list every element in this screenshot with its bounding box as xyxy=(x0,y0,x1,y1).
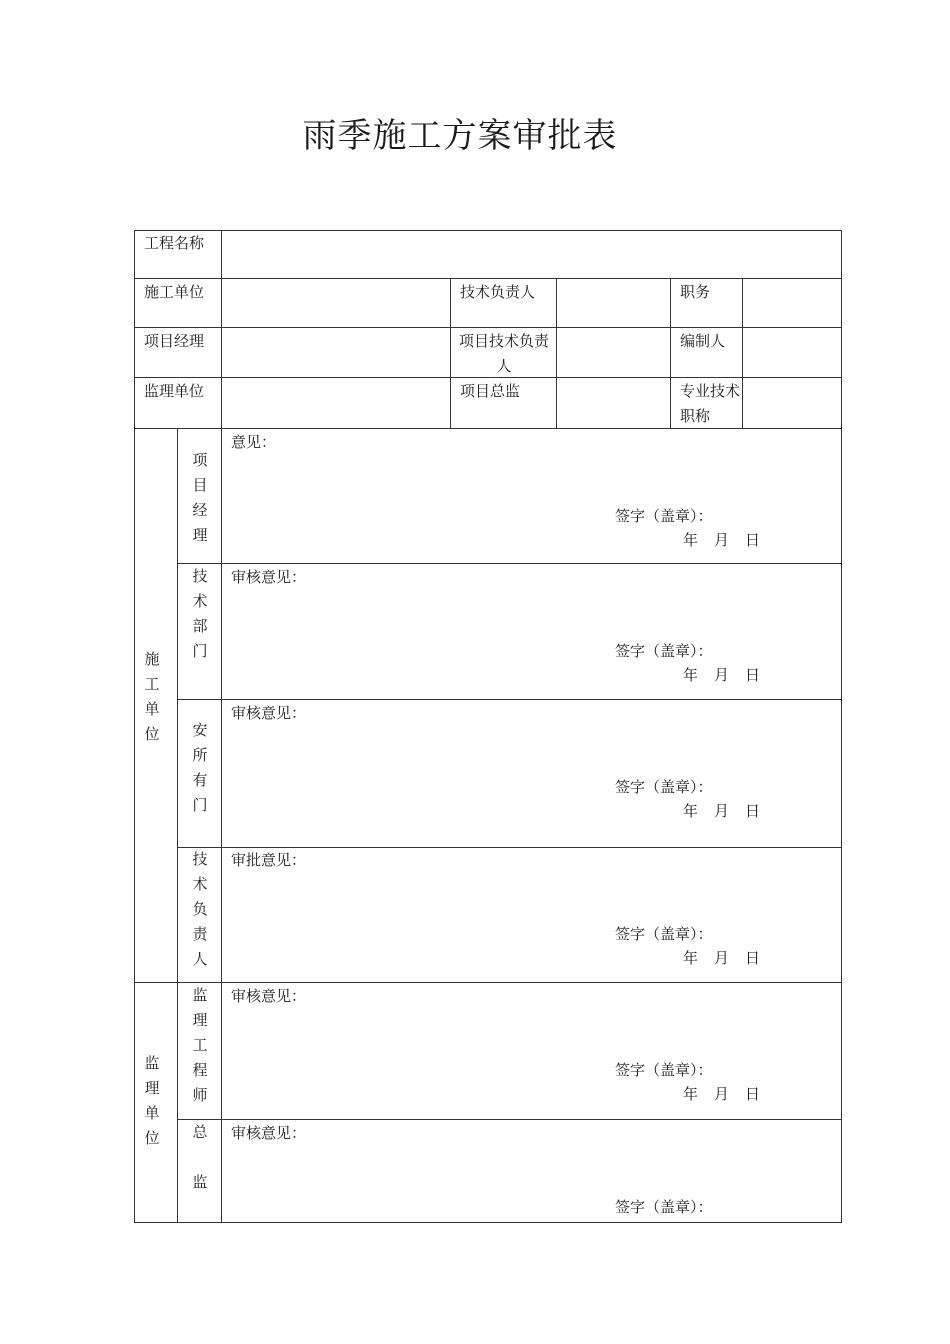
section-role: 技术负责人 xyxy=(192,850,208,968)
divider xyxy=(134,982,842,983)
opinion-label: 意见： xyxy=(231,433,277,451)
signature-label: 签字（盖章）： xyxy=(615,1061,713,1079)
divider xyxy=(221,230,222,428)
opinion-label: 审核意见： xyxy=(231,704,307,722)
group-label-supervision: 监理单位 xyxy=(144,1054,160,1147)
opinion-label: 审批意见： xyxy=(231,851,307,869)
signature-label: 签字（盖章）： xyxy=(615,925,713,943)
divider xyxy=(177,699,842,700)
tech-lead-label: 技术负责人 xyxy=(460,283,536,301)
divider xyxy=(556,278,557,428)
date-line: 年 月 日 xyxy=(683,802,761,820)
supervision-unit-label: 监理单位 xyxy=(144,382,205,400)
opinion-label: 审核意见： xyxy=(231,568,307,586)
signature-label: 签字（盖章）： xyxy=(615,642,713,660)
divider xyxy=(742,278,743,428)
opinion-label: 审核意见： xyxy=(231,1124,307,1142)
construction-unit-label: 施工单位 xyxy=(144,283,205,301)
opinion-label: 审核意见： xyxy=(231,987,307,1005)
table-border-left xyxy=(134,230,135,1223)
table-border-right xyxy=(841,230,842,1223)
signature-label: 签字（盖章）： xyxy=(615,507,713,525)
date-line: 年 月 日 xyxy=(683,531,761,549)
project-tech-lead-label: 项目技术负责人 xyxy=(458,332,549,375)
position-label: 职务 xyxy=(680,283,711,301)
divider xyxy=(670,278,671,428)
professional-title-label: 专业技术职称 xyxy=(680,382,741,425)
date-line: 年 月 日 xyxy=(683,949,761,967)
section-role: 技术部门 xyxy=(192,567,208,660)
page-title: 雨季施工方案审批表 xyxy=(302,116,618,156)
section-role-top: 总 xyxy=(192,1123,208,1141)
divider xyxy=(177,563,842,564)
divider xyxy=(134,278,842,279)
divider xyxy=(177,428,178,1223)
section-role: 监理工程师 xyxy=(192,986,208,1104)
section-role: 项目经理 xyxy=(192,451,208,544)
divider xyxy=(177,1119,842,1120)
section-role-bottom: 监 xyxy=(192,1173,208,1191)
date-line: 年 月 日 xyxy=(683,666,761,684)
project-name-label: 工程名称 xyxy=(144,234,205,252)
table-border-top xyxy=(134,230,842,231)
signature-label: 签字（盖章）： xyxy=(615,778,713,796)
chief-supervisor-label: 项目总监 xyxy=(460,382,521,400)
group-label-construction: 施工单位 xyxy=(144,650,160,743)
divider xyxy=(134,327,842,328)
section-role: 安所有门 xyxy=(192,721,208,814)
compiler-label: 编制人 xyxy=(680,332,726,350)
date-line: 年 月 日 xyxy=(683,1085,761,1103)
table-border-bottom xyxy=(134,1222,842,1223)
signature-label: 签字（盖章）： xyxy=(615,1198,713,1216)
divider xyxy=(450,278,451,428)
project-manager-label: 项目经理 xyxy=(144,332,205,350)
divider xyxy=(221,428,222,1223)
